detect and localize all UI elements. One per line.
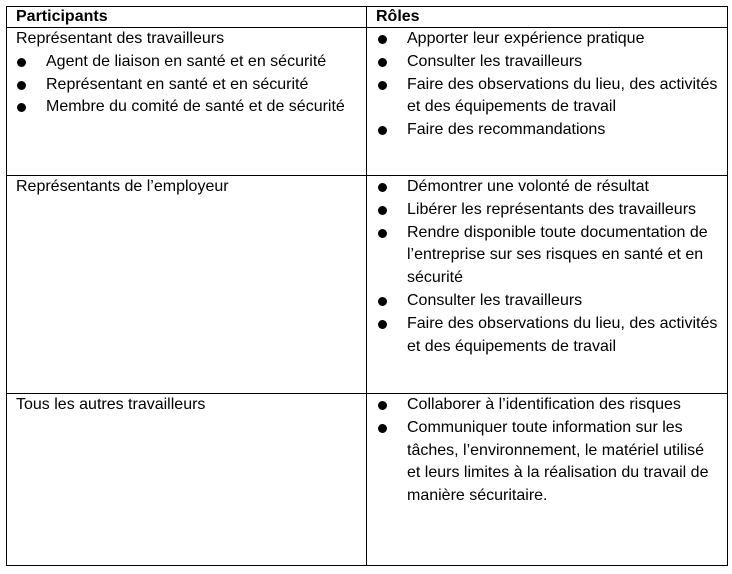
list-item: Faire des observations du lieu, des activités et des équipements de travail (377, 74, 719, 120)
bullet-icon (378, 401, 387, 410)
list-item: Rendre disponible toute documentation de l’entreprise sur ses risques en santé et en sécurité (377, 222, 719, 290)
list-item: Consulter les travailleurs (377, 290, 719, 313)
roles-list (377, 394, 719, 508)
bullet-icon (378, 320, 387, 329)
roles-cell (367, 28, 728, 176)
roles-cell (367, 394, 728, 566)
list-item: Libérer les représentants des travailleurs (377, 199, 719, 222)
participant-label: Représentants de l’employeur (16, 178, 229, 195)
bullet-icon (378, 35, 387, 44)
list-item: Collaborer à l’identification des risques (377, 394, 719, 417)
roles-list (377, 28, 719, 142)
table-row (7, 394, 728, 566)
participants-header: Participants (7, 7, 367, 28)
roles-cell (367, 176, 728, 394)
participant-cell (7, 28, 367, 176)
participant-sublist (16, 51, 358, 119)
participants-roles-table (6, 6, 728, 566)
table-row (7, 28, 728, 176)
roles-list (377, 176, 719, 358)
participant-cell (7, 394, 367, 566)
participant-cell (7, 176, 367, 394)
list-item: Représentant en santé et en sécurité (16, 74, 358, 97)
list-item: Consulter les travailleurs (377, 51, 719, 74)
bullet-icon (378, 183, 387, 192)
bullet-icon (378, 81, 387, 90)
roles-header: Rôles (367, 7, 728, 28)
bullet-icon (378, 58, 387, 67)
bullet-icon (378, 424, 387, 433)
bullet-icon (378, 229, 387, 238)
participant-label: Représentant des travailleurs (16, 30, 225, 47)
bullet-icon (378, 126, 387, 135)
list-item: Faire des recommandations (377, 119, 719, 142)
participant-label: Tous les autres travailleurs (16, 396, 206, 413)
bullet-icon (17, 81, 26, 90)
bullet-icon (378, 206, 387, 215)
table-row (7, 176, 728, 394)
list-item: Communiquer toute information sur les tâches, l’environnement, le matériel utilisé et leurs limites à la réalisation du travail de manière sécuritaire. (377, 417, 719, 508)
list-item: Agent de liaison en santé et en sécurité (16, 51, 358, 74)
bullet-icon (378, 297, 387, 306)
bullet-icon (17, 58, 26, 67)
list-item: Démontrer une volonté de résultat (377, 176, 719, 199)
list-item: Faire des observations du lieu, des activités et des équipements de travail (377, 313, 719, 359)
bullet-icon (17, 103, 26, 112)
table-header-row (7, 7, 728, 28)
list-item: Membre du comité de santé et de sécurité (16, 96, 358, 119)
list-item: Apporter leur expérience pratique (377, 28, 719, 51)
